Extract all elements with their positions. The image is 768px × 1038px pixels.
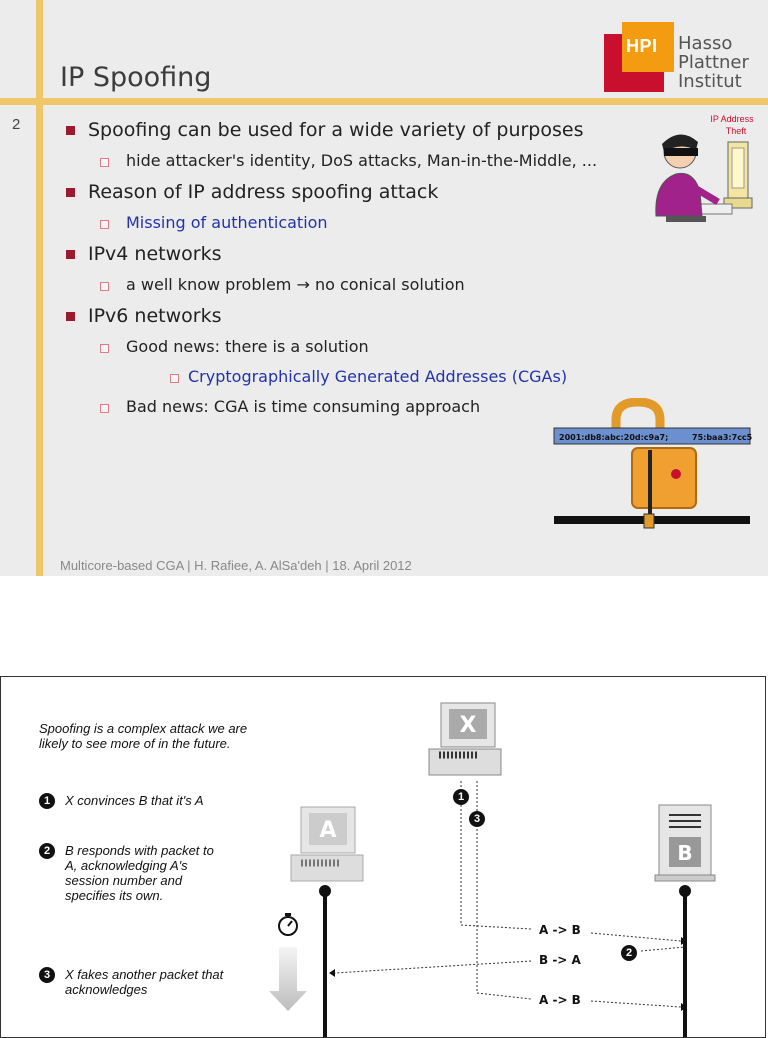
time-arrow-icon [269, 947, 307, 1011]
logo-badge: HPI [626, 36, 658, 56]
slide-content [64, 116, 654, 424]
host-a-label: A [319, 818, 337, 843]
sub-bullet: Good news: there is a solution [64, 332, 654, 364]
step-text: X fakes another packet that acknowledges [65, 967, 224, 997]
address-right: 75:baa3:7cc5 [692, 433, 752, 442]
sub-sub-bullet: Cryptographically Generated Addresses (CGAs) [64, 364, 654, 392]
host-b-label: B [677, 841, 693, 865]
sub-bullet: Bad news: CGA is time consuming approach [64, 392, 654, 424]
callout-2: 2 [621, 945, 637, 961]
accent-bar-horizontal [0, 98, 768, 105]
slide-title: IP Spoofing [60, 62, 212, 93]
message-b-to-a: B -> A [539, 953, 581, 967]
address-left: 2001:db8:abc:20d:c9a7; [559, 433, 669, 442]
spoofing-diagram [0, 676, 766, 1038]
bullet-2: Reason of IP address spoofing attack [64, 178, 654, 208]
sub-bullet: Missing of authentication [64, 208, 654, 240]
stopwatch-icon [279, 913, 297, 935]
message-a-to-b-2: A -> B [539, 993, 581, 1007]
theft-label-line1: IP Address [710, 114, 754, 124]
step-number: 3 [39, 967, 55, 983]
step-text: B responds with packet to A, acknowledging A's session number and specifies its own. [65, 843, 214, 903]
bullet-3: IPv4 networks [64, 240, 654, 270]
arrow-a-to-b-1 [591, 933, 681, 941]
message-a-to-b-1: A -> B [539, 923, 581, 937]
step-number: 1 [39, 793, 55, 809]
callout-1: 1 [453, 789, 469, 805]
diagram-graphics [1, 677, 765, 1037]
sub-bullet: a well know problem → no conical solution [64, 270, 654, 302]
hpi-logo [604, 22, 754, 92]
slide-number: 2 [12, 116, 21, 133]
arrow-b-to-a [335, 961, 531, 973]
accent-bar-vertical [36, 0, 43, 576]
callout-3: 3 [469, 811, 485, 827]
arrow-a-to-b-2 [591, 1001, 681, 1007]
step-number: 2 [39, 843, 55, 859]
logo-name: Hasso Plattner Institut [678, 33, 749, 92]
slide-footer: Multicore-based CGA | H. Rafiee, A. AlSa'deh | 18. April 2012 [60, 558, 412, 573]
bullet-4: IPv6 networks [64, 302, 654, 332]
diagram-intro: Spoofing is a complex attack we are likely to see more of in the future. [39, 721, 248, 751]
step-text: X convinces B that it's A [65, 793, 204, 808]
thief-at-computer-illustration [646, 112, 758, 234]
theft-label-line2: Theft [725, 126, 747, 136]
padlock-address-illustration [552, 398, 752, 536]
bullet-1: Spoofing can be used for a wide variety of purposes [64, 116, 654, 146]
sub-bullet: hide attacker's identity, DoS attacks, Man-in-the-Middle, ... [64, 146, 654, 178]
host-x-label: X [459, 713, 477, 738]
